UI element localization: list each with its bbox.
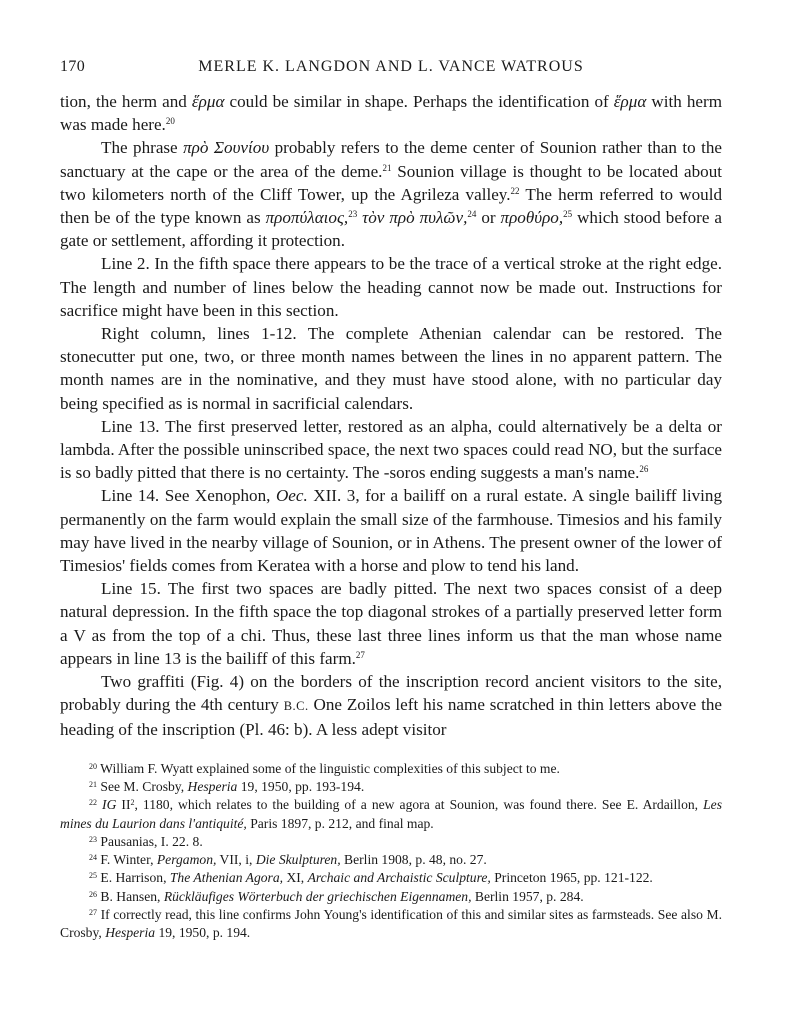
footnote-25: $^{25}$ E. Harrison, The Athenian Agora, XI, Archaic and Archaistic Sculpture, Princeton 1965, pp. 121-122. xyxy=(89,870,653,886)
footnote-ref: 22 xyxy=(510,185,520,196)
paragraph-6: Line 14. See Xenophon, Oec. XII. 3, for a bailiff on a rural estate. A single bailiff living permanently on the farm would explain the small size of the farmhouse. Timesios and his family may have lived in the nearby village of Sounion, or in Athens. The present owner of the lower of Timesios' fields comes from Keratea with a horse and plow to tend his land. xyxy=(60,486,723,576)
paragraph-2: The phrase πρὸ Σουνίου probably refers to the deme center of Sounion rather than to the sanctuary at the cape or the area of the deme.$^{21}$ Sounion village is thought to be located about two kilometers north of the Cliff Tower, up the Agrileza valley.$^{22}$ The herm referred to would then be of the type known as προπύλαιος,$^{23}$ τὸν πρὸ πυλῶν,$^{24}$ or προθύρο,$^{25}$ which stood before a gate or settlement, affording it protection. xyxy=(60,138,722,251)
footnote-ref: 24 xyxy=(467,209,477,220)
page-number: 170 xyxy=(60,58,86,75)
footnote-24: $^{24}$ F. Winter, Pergamon, VII, i, Die Skulpturen, Berlin 1908, p. 48, no. 27. xyxy=(89,852,487,868)
footnote-21: $^{21}$ See M. Crosby, Hesperia 19, 1950, pp. 193-194. xyxy=(89,778,365,794)
footnote-20: $^{20}$ William F. Wyatt explained some of the linguistic complexities of this subject to me. xyxy=(89,760,560,776)
footnote-ref: 21 xyxy=(382,162,392,173)
body-text xyxy=(60,90,722,742)
footnote-27: $^{27}$ If correctly read, this line confirms John Young's identification of this and similar sites as farmsteads. See also M. Crosby, Hesperia 19, 1950, p. 194. xyxy=(60,907,722,941)
running-header xyxy=(60,58,722,76)
footnote-ref: 20 xyxy=(165,116,175,127)
paragraph-3: Line 2. In the fifth space there appears to be the trace of a vertical stroke at the right edge. The length and number of lines below the heading cannot now be made out. Instructions for sacrifice might have been in this section. xyxy=(60,254,722,320)
paragraph-5: Line 13. The first preserved letter, restored as an alpha, could alternatively be a delta or lambda. After the possible uninscribed space, the next two spaces could read NO, but the surface is so badly pitted that there is no certainty. The -soros ending suggests a man's name.$^{26}$ xyxy=(60,416,722,483)
paragraph-8: Two graffiti (Fig. 4) on the borders of the inscription record ancient visitors to the site, probably during the 4th century B.C. One Zoilos left his name scratched in thin letters above the heading of the inscription (Pl. 46: b). A less adept visitor xyxy=(60,672,722,740)
paragraph-1: tion, the herm and ἕρμα could be similar in shape. Perhaps the identification of ἕρμα with herm was made here.$^{20}$ xyxy=(60,92,722,135)
paragraph-4: Right column, lines 1-12. The complete Athenian calendar can be restored. The stonecutter put one, two, or three month names between the lines in no apparent pattern. The month names are in the nominative, and they must have stood alone, with no particular day being specified as is normal in sacrificial calendars. xyxy=(60,324,722,413)
paragraph-7: Line 15. The first two spaces are badly pitted. The next two spaces consist of a deep natural depression. In the fifth space the top diagonal strokes of a partially preserved letter form a V as from the top of a chi. Thus, these last three lines inform us that the man whose name appears in line 13 is the bailiff of this farm.$^{27}$ xyxy=(60,579,722,668)
footnote-ref: 27 xyxy=(355,649,365,660)
running-head: MERLE K. LANGDON AND L. VANCE WATROUS xyxy=(198,58,584,75)
footnote-ref: 26 xyxy=(639,464,649,475)
footnote-ref: 23 xyxy=(348,209,358,220)
footnote-22: $^{22}$ IG $II^2$, 1180, which relates to the building of a new agora at Sounion, was found there. See E. Ardaillon, Les mines du Laurion dans l'antiquité, Paris 1897, p. 212, and final map. xyxy=(60,797,722,831)
footnotes xyxy=(60,760,722,943)
footnote-26: $^{26}$ B. Hansen, Rückläufiges Wörterbuch der griechischen Eigennamen, Berlin 1957, p. 284. xyxy=(89,888,584,904)
footnote-ref: 25 xyxy=(563,209,573,220)
page xyxy=(60,58,722,943)
footnote-23: $^{23}$ Pausanias, I. 22. 8. xyxy=(89,833,203,849)
